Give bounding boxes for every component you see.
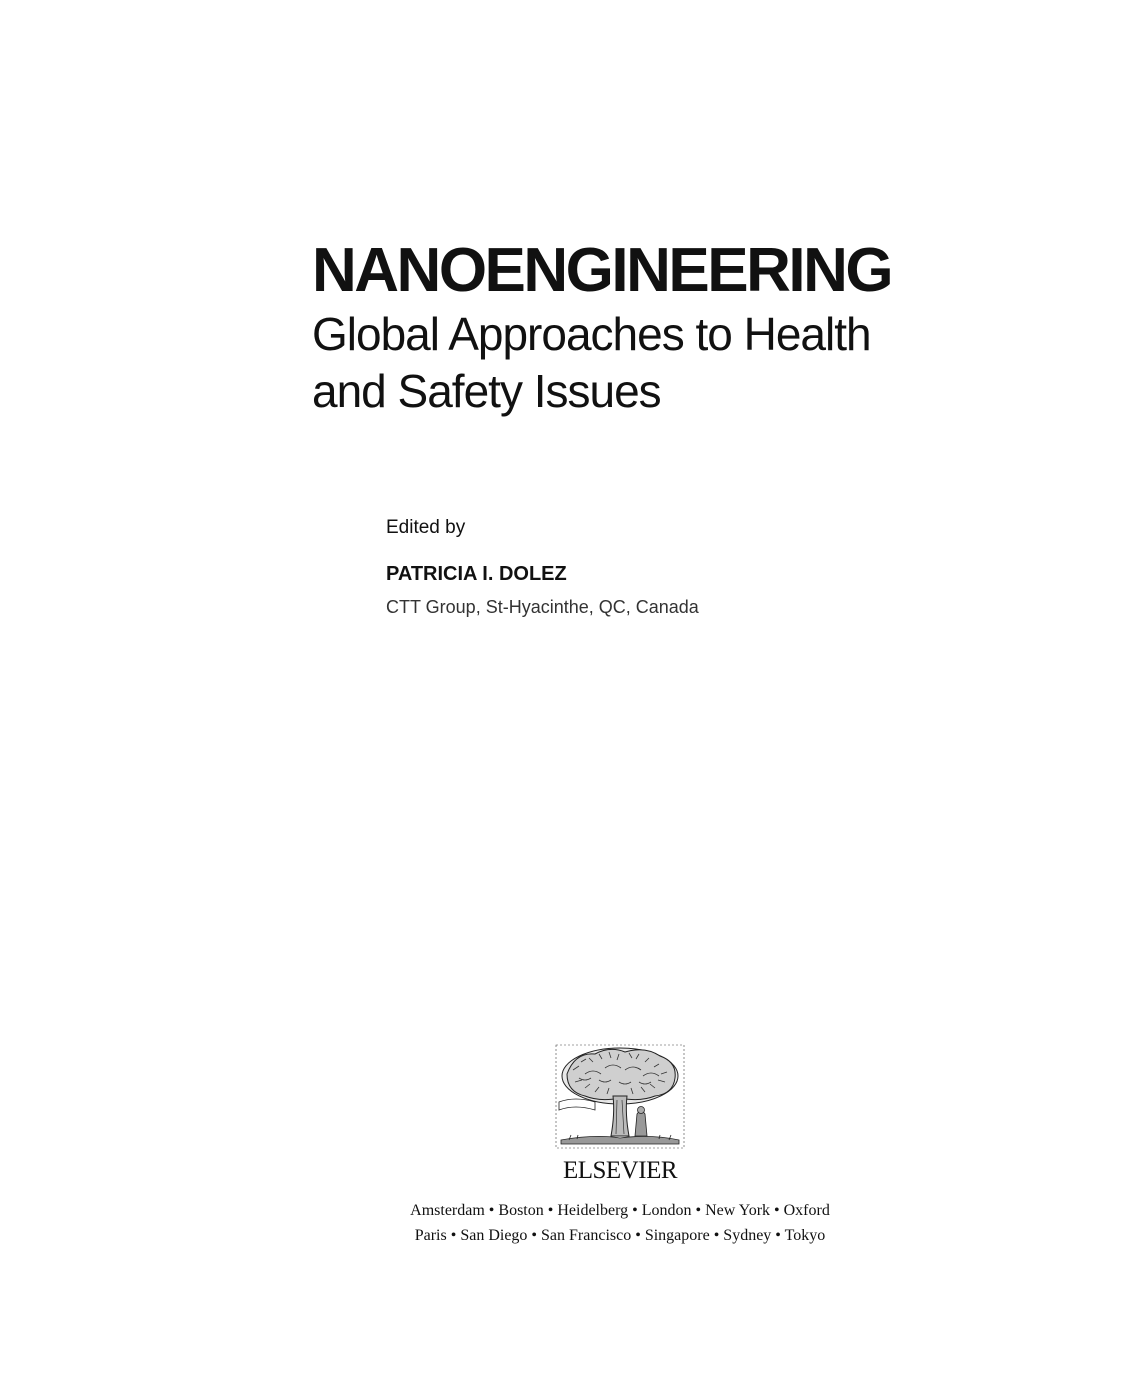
editor-block <box>386 514 986 620</box>
edited-by-label: Edited by <box>386 517 466 538</box>
book-subtitle-line-2: and Safety Issues <box>312 365 661 417</box>
title-block <box>312 236 1012 420</box>
editor-name: PATRICIA I. DOLEZ <box>386 563 567 585</box>
publisher-block <box>340 1044 900 1248</box>
book-subtitle-line-1: Global Approaches to Health <box>312 308 871 360</box>
publisher-cities-line-1: Amsterdam • Boston • Heidelberg • London • New York • Oxford <box>410 1202 830 1219</box>
editor-affiliation: CTT Group, St-Hyacinthe, QC, Canada <box>386 597 699 617</box>
book-title: NANOENGINEERING <box>312 236 892 305</box>
elsevier-tree-logo-icon <box>555 1044 685 1154</box>
publisher-name: ELSEVIER <box>562 1157 678 1184</box>
publisher-cities-line-2: Paris • San Diego • San Francisco • Singapore • Sydney • Tokyo <box>414 1227 826 1244</box>
